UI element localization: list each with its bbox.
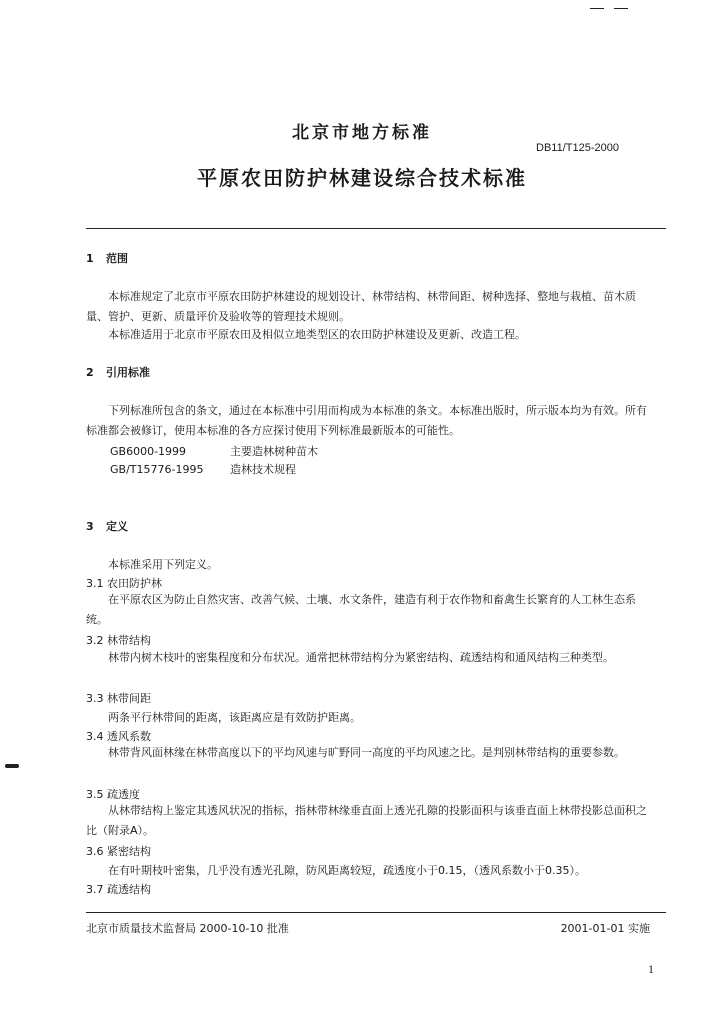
term-name: 透风系数 [107, 730, 151, 743]
section-number: 3 [86, 520, 94, 533]
definition-term [86, 843, 151, 859]
standard-name: 造林技术规程 [230, 463, 296, 476]
definition-term [86, 728, 151, 744]
standard-code: GB6000-1999 [110, 445, 187, 458]
definition-number: 3.2 [86, 634, 104, 647]
definition-term [86, 632, 151, 648]
page-number: 1 [648, 962, 654, 976]
standard-code: GB/T15776-1995 [110, 463, 204, 476]
approval-note: 北京市质量技术监督局 2000-10-10 批准 [86, 922, 289, 935]
section-title: 引用标准 [106, 366, 150, 379]
definition-text: 林带背风面林缘在林带高度以下的平均风速与旷野同一高度的平均风速之比。是判别林带结构的重要参数。 [108, 746, 625, 759]
document-title: 平原农田防护林建设综合技术标准 [197, 166, 527, 190]
section-2-heading [86, 364, 150, 380]
definition-number: 3.4 [86, 730, 104, 743]
definition-term [86, 881, 151, 897]
section-number: 1 [86, 252, 94, 265]
definition-number: 3.6 [86, 845, 104, 858]
section-2-paragraph: 下列标准所包含的条文，通过在本标准中引用而构成为本标准的条文。本标准出版时，所示版本均为有效。所有标准都会被修订，使用本标准的各方应探讨使用下列标准最新版本的可能性。 [86, 404, 647, 437]
definition-text: 林带内树木枝叶的密集程度和分布状况。通常把林带结构分为紧密结构、疏透结构和通风结构三种类型。 [108, 651, 614, 664]
issuing-organization: 北京市地方标准 [292, 123, 432, 143]
section-title: 范围 [106, 252, 128, 265]
definition-number: 3.1 [86, 577, 104, 590]
definition-text: 在有叶期枝叶密集，几乎没有透光孔隙，防风距离较短，疏透度小于0.15，（透风系数小于0.35）。 [108, 864, 586, 877]
effective-date: 2001-01-01 实施 [560, 922, 650, 935]
reference-standard [110, 461, 296, 477]
definition-number: 3.5 [86, 788, 104, 801]
standard-name: 主要造林树种苗木 [230, 445, 318, 458]
definition-number: 3.3 [86, 692, 104, 705]
term-name: 农田防护林 [107, 577, 162, 590]
section-1-heading [86, 250, 128, 266]
definition-number: 3.7 [86, 883, 104, 896]
scan-speck [5, 764, 19, 768]
scan-speck [590, 8, 604, 9]
section-1-paragraph: 本标准适用于北京市平原农田及相似立地类型区的农田防护林建设及更新、改造工程。 [108, 328, 526, 341]
definition-text: 在平原农区为防止自然灾害、改善气候、土壤、水文条件，建造有利于农作物和畜禽生长繁育的人工林生态系统。 [86, 593, 636, 626]
term-name: 疏透度 [107, 788, 140, 801]
definition-text: 从林带结构上鉴定其透风状况的指标，指林带林缘垂直面上透光孔隙的投影面积与该垂直面上林带投影总面积之比（附录A）。 [86, 804, 647, 837]
scan-speck [614, 8, 628, 9]
footer-rule [86, 912, 666, 913]
definition-term [86, 575, 162, 591]
section-title: 定义 [106, 520, 128, 533]
term-name: 紧密结构 [107, 845, 151, 858]
definition-term [86, 786, 140, 802]
definitions-intro: 本标准采用下列定义。 [108, 558, 218, 571]
reference-standard [110, 443, 318, 459]
header-rule [86, 228, 666, 229]
term-name: 疏透结构 [107, 883, 151, 896]
term-name: 林带间距 [107, 692, 151, 705]
section-number: 2 [86, 366, 94, 379]
term-name: 林带结构 [107, 634, 151, 647]
definition-term [86, 690, 151, 706]
section-3-heading [86, 518, 128, 534]
standard-code: DB11/T125-2000 [536, 142, 619, 154]
section-1-paragraph: 本标准规定了北京市平原农田防护林建设的规划设计、林带结构、林带间距、树种选择、整地与栽植、苗木质量、管护、更新、质量评价及验收等的管理技术规则。 [86, 290, 636, 323]
definition-text: 两条平行林带间的距离，该距离应是有效防护距离。 [108, 711, 361, 724]
